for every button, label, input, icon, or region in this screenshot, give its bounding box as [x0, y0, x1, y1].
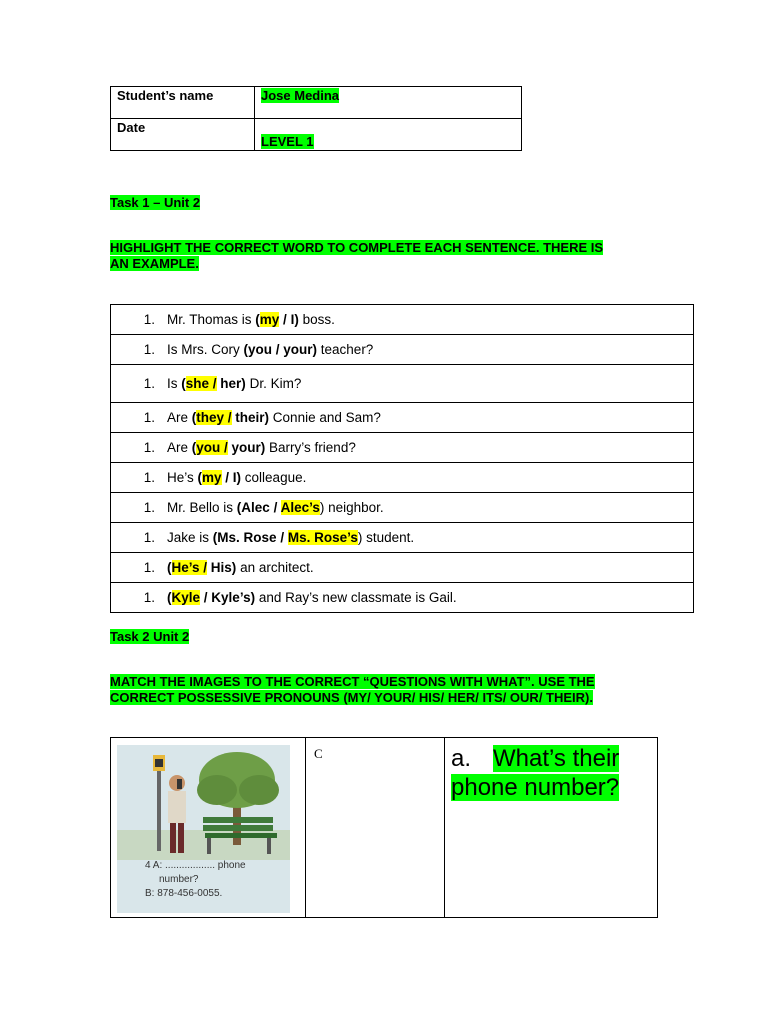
sentence-table [110, 304, 694, 613]
option-b: Kyle’s) [211, 590, 256, 605]
sentence-cell [111, 403, 694, 433]
sentence-row [111, 463, 694, 493]
sentence-prefix: Is Mrs. Cory [167, 342, 244, 357]
sentence-row [111, 493, 694, 523]
sentence-text [167, 440, 356, 455]
option-a: my [259, 312, 280, 327]
sentence-suffix: colleague. [241, 470, 307, 485]
sentence-number: 1. [143, 342, 155, 357]
option-b: I) [290, 312, 299, 327]
sentence-number: 1. [143, 440, 155, 455]
sentence-suffix: and Ray’s new classmate is Gail. [255, 590, 457, 605]
sentence-text [167, 530, 414, 545]
option-b: His) [210, 560, 237, 575]
option-paren: ( [197, 470, 203, 485]
sentence-prefix: Are [167, 440, 192, 455]
sentence-cell [111, 305, 694, 335]
option-separator: / [279, 312, 291, 327]
option-b: I) [232, 470, 242, 485]
sentence-number: 1. [143, 470, 155, 485]
sentence-suffix: an architect. [236, 560, 314, 575]
level-value: LEVEL 1 [255, 119, 522, 151]
sentence-cell [111, 335, 694, 365]
sentence-row [111, 335, 694, 365]
sentence-suffix: ) student. [357, 530, 415, 545]
sentence-number: 1. [143, 560, 155, 575]
sentence-cell [111, 523, 694, 553]
sentence-number: 1. [143, 500, 155, 515]
sentence-row [111, 305, 694, 335]
student-name-value: Jose Medina [255, 87, 522, 119]
option-b: her) [220, 376, 246, 391]
sentence-row [111, 583, 694, 613]
student-name-label: Student’s name [111, 87, 255, 119]
option-paren: ( [212, 530, 218, 545]
option-b: Alec’s [280, 500, 320, 515]
task1-title: Task 1 – Unit 2 [110, 195, 201, 210]
sentence-cell [111, 493, 694, 523]
student-info-table [110, 86, 522, 151]
sentence-text [167, 500, 384, 515]
sentence-cell [111, 583, 694, 613]
sentence-suffix: teacher? [317, 342, 374, 357]
task1-instruction: HIGHLIGHT THE CORRECT WORD TO COMPLETE EACH SENTENCE. THERE IS AN EXAMPLE. [110, 240, 604, 271]
sentence-text [167, 410, 381, 425]
sentence-suffix: Dr. Kim? [245, 376, 302, 391]
sentence-row [111, 365, 694, 403]
sentence-number: 1. [143, 530, 155, 545]
option-a: they / [196, 410, 232, 425]
picture-caption: 4 A: .................. phone number? B: 878-456-0055. [145, 860, 246, 899]
question-cell: a. What’s their phone number? [445, 738, 658, 918]
option-paren: ( [167, 590, 172, 605]
sentence-suffix: Connie and Sam? [269, 410, 381, 425]
sentence-prefix: Mr. Thomas is [167, 312, 256, 327]
sentence-text [167, 590, 457, 605]
option-paren: ( [181, 376, 186, 391]
sentence-text [167, 342, 373, 357]
task2-instruction: MATCH THE IMAGES TO THE CORRECT “QUESTIONS WITH WHAT”. USE THE CORRECT POSSESSIVE PRONOUNS (MY/ YOUR/ HIS/ HER/ ITS/ OUR/ THEIR). [110, 674, 595, 705]
option-paren: ( [243, 342, 248, 357]
option-separator: / [221, 470, 233, 485]
option-a: she / [185, 376, 217, 391]
option-separator: / [276, 530, 288, 545]
task2-title: Task 2 Unit 2 [110, 629, 190, 644]
sentence-number: 1. [143, 312, 155, 327]
sentence-text [167, 470, 306, 485]
sentence-row [111, 403, 694, 433]
option-a: Ms. Rose [217, 530, 277, 545]
sentence-cell [111, 463, 694, 493]
picture-cell [111, 738, 306, 918]
answer-letter-cell: C [306, 738, 445, 918]
option-paren: ( [255, 312, 260, 327]
option-paren: ( [191, 410, 197, 425]
phone-booth-illustration [117, 745, 290, 913]
sentence-row [111, 433, 694, 463]
option-a: you [248, 342, 273, 357]
option-b: your) [231, 440, 266, 455]
sentence-number: 1. [143, 590, 155, 605]
option-separator: / [200, 590, 212, 605]
option-a: you / [196, 440, 228, 455]
sentence-suffix: ) neighbor. [319, 500, 384, 515]
sentence-cell [111, 433, 694, 463]
sentence-row [111, 523, 694, 553]
sentence-cell [111, 365, 694, 403]
matching-table [110, 737, 658, 918]
option-b: Ms. Rose’s [287, 530, 358, 545]
sentence-prefix: Jake is [167, 530, 213, 545]
sentence-text [167, 312, 335, 327]
sentence-number: 1. [143, 410, 155, 425]
option-separator: / [269, 500, 281, 515]
sentence-prefix: Are [167, 410, 192, 425]
option-a: Alec [241, 500, 270, 515]
date-label: Date [111, 119, 255, 151]
sentence-prefix: He’s [167, 470, 198, 485]
sentence-row [111, 553, 694, 583]
option-a: Kyle [171, 590, 201, 605]
sentence-prefix: Is [167, 376, 182, 391]
option-b: their) [235, 410, 270, 425]
option-paren: ( [167, 560, 172, 575]
option-a: He’s / [171, 560, 208, 575]
sentence-prefix: Mr. Bello is [167, 500, 237, 515]
sentence-suffix: boss. [298, 312, 335, 327]
sentence-text [167, 376, 301, 391]
sentence-cell [111, 553, 694, 583]
sentence-suffix: Barry’s friend? [265, 440, 356, 455]
option-b: your) [283, 342, 318, 357]
option-separator: / [272, 342, 284, 357]
option-paren: ( [236, 500, 242, 515]
option-paren: ( [191, 440, 197, 455]
sentence-text [167, 560, 314, 575]
option-a: my [202, 470, 222, 485]
sentence-number: 1. [143, 376, 155, 391]
